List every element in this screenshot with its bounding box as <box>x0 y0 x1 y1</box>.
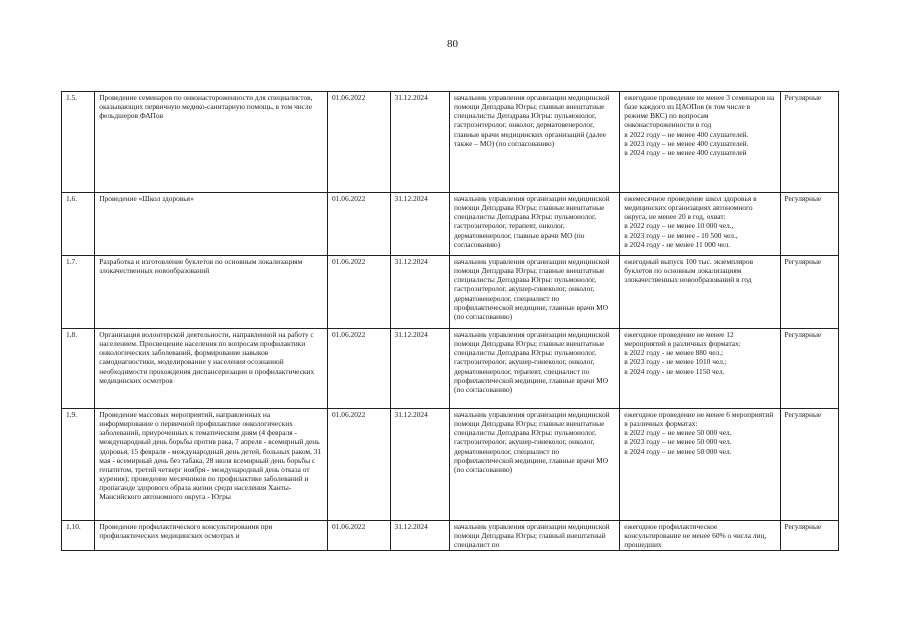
table-row <box>62 521 839 551</box>
table-row <box>62 92 839 193</box>
table-row <box>62 409 839 521</box>
row-number: 1.9. <box>62 409 95 521</box>
periodicity: Регулярные <box>780 521 838 551</box>
periodicity: Регулярные <box>780 92 838 193</box>
end-date: 31.12.2024 <box>390 329 449 409</box>
activity-name: Организация волонтерской деятельности, направленной на работу с населением. Просвещение населения по вопросам профилактики онкологических заболеваний, формирование навыков самодиагностики, моделирование у населения осознанной необходимости прохождения диспансеризации и профилактических медицинских осмотров <box>95 329 328 409</box>
start-date: 01.06.2022 <box>328 256 390 329</box>
periodicity: Регулярные <box>780 329 838 409</box>
periodicity: Регулярные <box>780 409 838 521</box>
expected-result: ежегодное проведение не менее 6 мероприятий в различных форматах: в 2022 году – не менее 50 000 чел. в 2023 году – не менее 50 000 чел. в 2024 году – не менее 50 000 чел. <box>620 409 780 521</box>
row-number: 1.8. <box>62 329 95 409</box>
expected-result: ежегодное профилактическое консультирование не менее 60% о числа лиц, прошедших <box>620 521 780 551</box>
activity-name: Проведение массовых мероприятий, направленных на информирование о первичной профилактике онкологических заболеваний, приуроченных к тематическим дням (4 февраля - международный день борьбы против рака, 7 апреля - всемирный день здоровья, 15 февраля - международный день детей, больных раком, 31 мая - всемирный день без табака, 28 июля всемирный день борьбы с гепатитом, третий четверг ноября - международный день отказа от курения); проведение месячников по профилактике заболеваний и пропаганде здорового образа жизни среди населения Ханты-Мансийского автономного округа - Югры <box>95 409 328 521</box>
table-row <box>62 193 839 256</box>
executor: начальник управления организации медицинской помощи Депздрава Югры; главные внештатные специалисты Депздрава Югры: пульмонолог, гастроэнтеролог, онколог, дерматовенеролог, главные врачи медицинских организаций (далее также – МО) (по согласованию) <box>449 92 619 193</box>
start-date: 01.06.2022 <box>328 521 390 551</box>
table-row <box>62 329 839 409</box>
start-date: 01.06.2022 <box>328 409 390 521</box>
expected-result: ежемесячное проведение школ здоровья в медицинских организациях автономного округа, не менее 20 в год, охват: в 2022 году – не менее 10 000 чел., в 2023 году – не менее - 10 500 чел., в 2024 году - не менее 11 000 чел. <box>620 193 780 256</box>
start-date: 01.06.2022 <box>328 193 390 256</box>
plan-table <box>61 91 839 551</box>
end-date: 31.12.2024 <box>390 92 449 193</box>
executor: начальник управления организации медицинской помощи Депздрава Югры; главные внештатные специалисты Депздрава Югры: пульмонолог, гастроэнтеролог, акушер-гинеколог, онколог, дерматовенеролог, специалист по профилактической медицине, главные врачи МО (по согласованию) <box>449 409 619 521</box>
table-row <box>62 256 839 329</box>
row-number: 1.10. <box>62 521 95 551</box>
start-date: 01.06.2022 <box>328 329 390 409</box>
executor: начальник управления организации медицинской помощи Депздрава Югры; главный внештатный специалист по <box>449 521 619 551</box>
periodicity: Регулярные <box>780 193 838 256</box>
activity-name: Проведение профилактического консультирования при профилактических медицинских осмотрах и <box>95 521 328 551</box>
end-date: 31.12.2024 <box>390 409 449 521</box>
row-number: 1.7. <box>62 256 95 329</box>
end-date: 31.12.2024 <box>390 256 449 329</box>
expected-result: ежегодное проведение не менее 12 мероприятий в различных форматах: в 2022 году - не менее 880 чел.; в 2023 году - не менее 1010 чел.; в 2024 году - не менее 1150 чел. <box>620 329 780 409</box>
start-date: 01.06.2022 <box>328 92 390 193</box>
executor: начальник управления организации медицинской помощи Депздрава Югры; главные внештатные специалисты Депздрава Югры: пульмонолог, гастроэнтеролог, терапевт, онколог, дерматовенеролог, главные врачи МО (по согласованию) <box>449 193 619 256</box>
row-number: 1.5. <box>62 92 95 193</box>
periodicity: Регулярные <box>780 256 838 329</box>
activity-name: Проведение семинаров по онконастороженности для специалистов, оказывающих первичную медико-санитарную помощь, в том числе фельдшеров ФАПов <box>95 92 328 193</box>
page-number: 80 <box>447 38 458 50</box>
expected-result: ежегодное проведение не менее 3 семинаров на базе каждого из ЦАОПов (в том числе в режиме ВКС) по вопросам онконастороженности в год в 2022 году – не менее 400 слушателей. в 2023 году – не менее 400 слушателей. в 2024 году – не менее 400 слушателей <box>620 92 780 193</box>
end-date: 31.12.2024 <box>390 193 449 256</box>
expected-result: ежегодный выпуск 100 тыс. экземпляров буклетов по основным локализациям злокачественных новообразований в год <box>620 256 780 329</box>
end-date: 31.12.2024 <box>390 521 449 551</box>
activity-name: Разработка и изготовление буклетов по основным локализациям злокачественных новообразований <box>95 256 328 329</box>
executor: начальник управления организации медицинской помощи Депздрава Югры; главные внештатные специалисты Депздрава Югры: пульмонолог, гастроэнтеролог, акушер-гинеколог, онколог, дерматовенеролог, специалист по профилактической медицине, главные врачи МО (по согласованию) <box>449 256 619 329</box>
activity-name: Проведение «Школ здоровья» <box>95 193 328 256</box>
row-number: 1.6. <box>62 193 95 256</box>
executor: начальник управления организации медицинской помощи Депздрава Югры; главные внештатные специалисты Депздрава Югры: пульмонолог, гастроэнтеролог, акушер-гинеколог, онколог, дерматовенеролог, терапевт, специалист по профилактической медицине, главные врачи МО (по согласованию) <box>449 329 619 409</box>
